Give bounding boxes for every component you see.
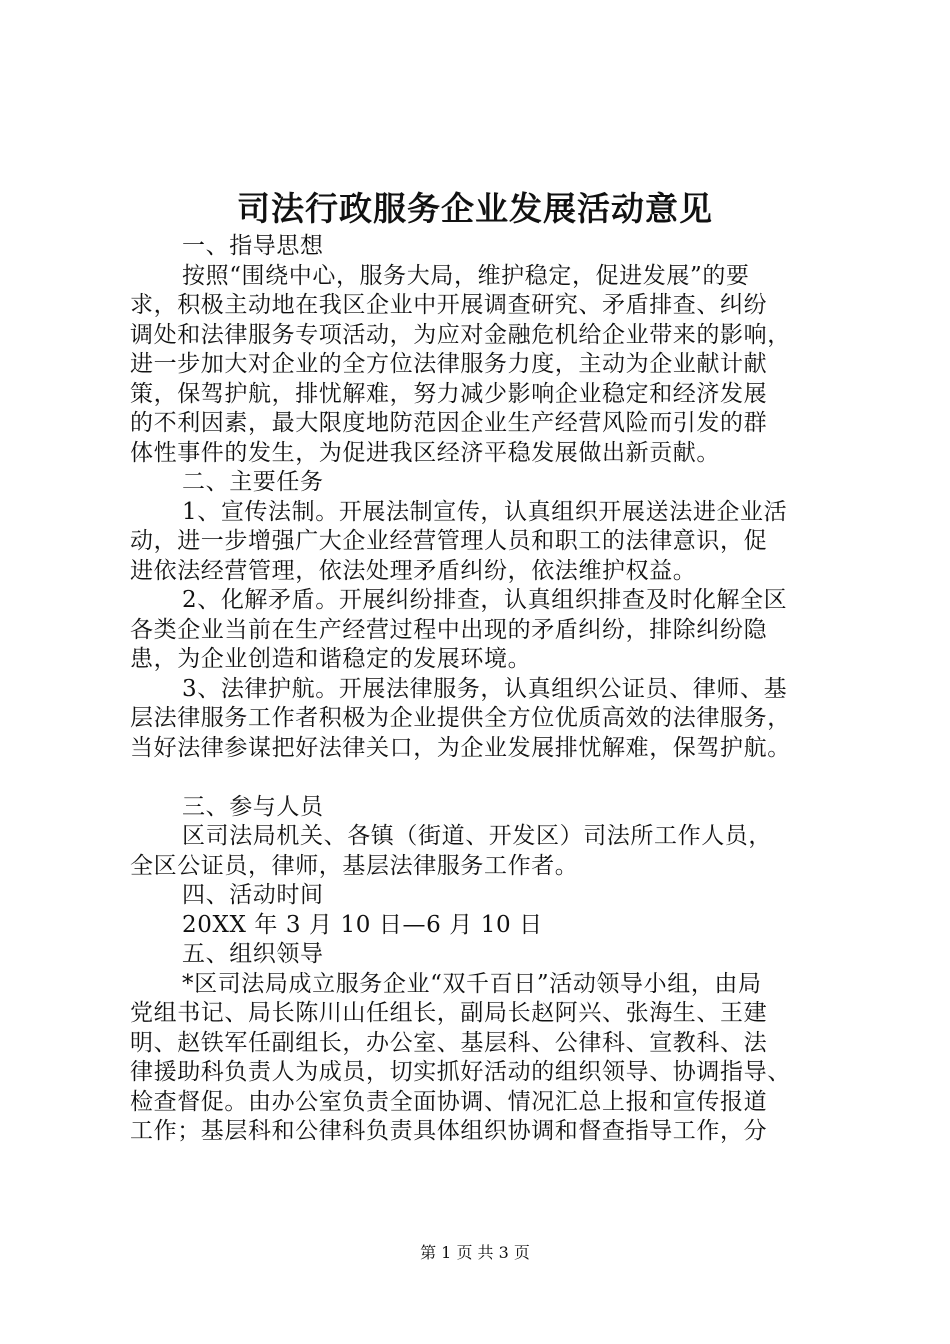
text-line: 三、参与人员: [182, 793, 324, 820]
document-title: 司法行政服务企业发展活动意见: [237, 189, 713, 228]
text-line: 调处和法律服务专项活动，为应对金融危机给企业带来的影响，: [130, 321, 791, 348]
document-body: [130, 232, 850, 1147]
text-line: 二、主要任务: [182, 469, 324, 495]
text-line: 患，为企业创造和谐稳定的发展环境。: [130, 646, 532, 672]
text-line: 区司法局机关、各镇（街道、开发区）司法所工作人员，: [182, 823, 772, 849]
text-line: 求，积极主动地在我区企业中开展调查研究、矛盾排查、纠纷: [130, 292, 768, 318]
text-line: 各类企业当前在生产经营过程中出现的矛盾纠纷，排除纠纷隐: [130, 616, 768, 643]
text-line: 检查督促。由办公室负责全面协调、情况汇总上报和宣传报道: [130, 1088, 768, 1115]
text-line: 明、赵铁军任副组长，办公室、基层科、公律科、宣教科、法: [130, 1029, 768, 1056]
text-line: 的不利因素，最大限度地防范因企业生产经营风险而引发的群: [130, 410, 768, 436]
text-line: 体性事件的发生，为促进我区经济平稳发展做出新贡献。: [130, 439, 720, 466]
text-line: 3、法律护航。开展法律服务，认真组织公证员、律师、基: [182, 675, 788, 702]
text-line: 律援助科负责人为成员，切实抓好活动的组织领导、协调指导、: [130, 1059, 791, 1085]
text-line: 四、活动时间: [182, 882, 324, 908]
text-line: 按照“围绕中心，服务大局，维护稳定，促进发展”的要: [182, 262, 750, 289]
text-line: 1、宣传法制。开展法制宣传，认真组织开展送法进企业活: [182, 498, 788, 525]
text-line: 策，保驾护航，排忧解难，努力减少影响企业稳定和经济发展: [130, 380, 768, 407]
text-line: 进依法经营管理，依法处理矛盾纠纷，依法维护权益。: [130, 557, 697, 584]
text-line: 五、组织领导: [182, 941, 324, 967]
text-line: 一、指导思想: [182, 233, 324, 259]
text-line: *区司法局成立服务企业“双千百日”活动领导小组，由局: [182, 970, 762, 997]
text-line: 2、化解矛盾。开展纠纷排查，认真组织排查及时化解全区: [182, 587, 788, 613]
text-line: 当好法律参谋把好法律关口，为企业发展排忧解难，保驾护航。: [130, 734, 791, 761]
text-line: 工作；基层科和公律科负责具体组织协调和督查指导工作，分: [130, 1118, 768, 1144]
text-line: 层法律服务工作者积极为企业提供全方位优质高效的法律服务，: [130, 705, 791, 731]
text-line: 全区公证员，律师，基层法律服务工作者。: [130, 852, 579, 879]
text-line: 20XX 年 3 月 10 日—6 月 10 日: [182, 911, 543, 938]
text-line: 进一步加大对企业的全方位法律服务力度，主动为企业献计献: [130, 351, 768, 377]
text-line: 党组书记、局长陈川山任组长，副局长赵阿兴、张海生、王建: [130, 1000, 768, 1026]
text-line: 动，进一步增强广大企业经营管理人员和职工的法律意识，促: [130, 528, 768, 554]
blank-line: [130, 763, 850, 793]
page-number-footer: 第 1 页 共 3 页: [420, 1243, 530, 1262]
